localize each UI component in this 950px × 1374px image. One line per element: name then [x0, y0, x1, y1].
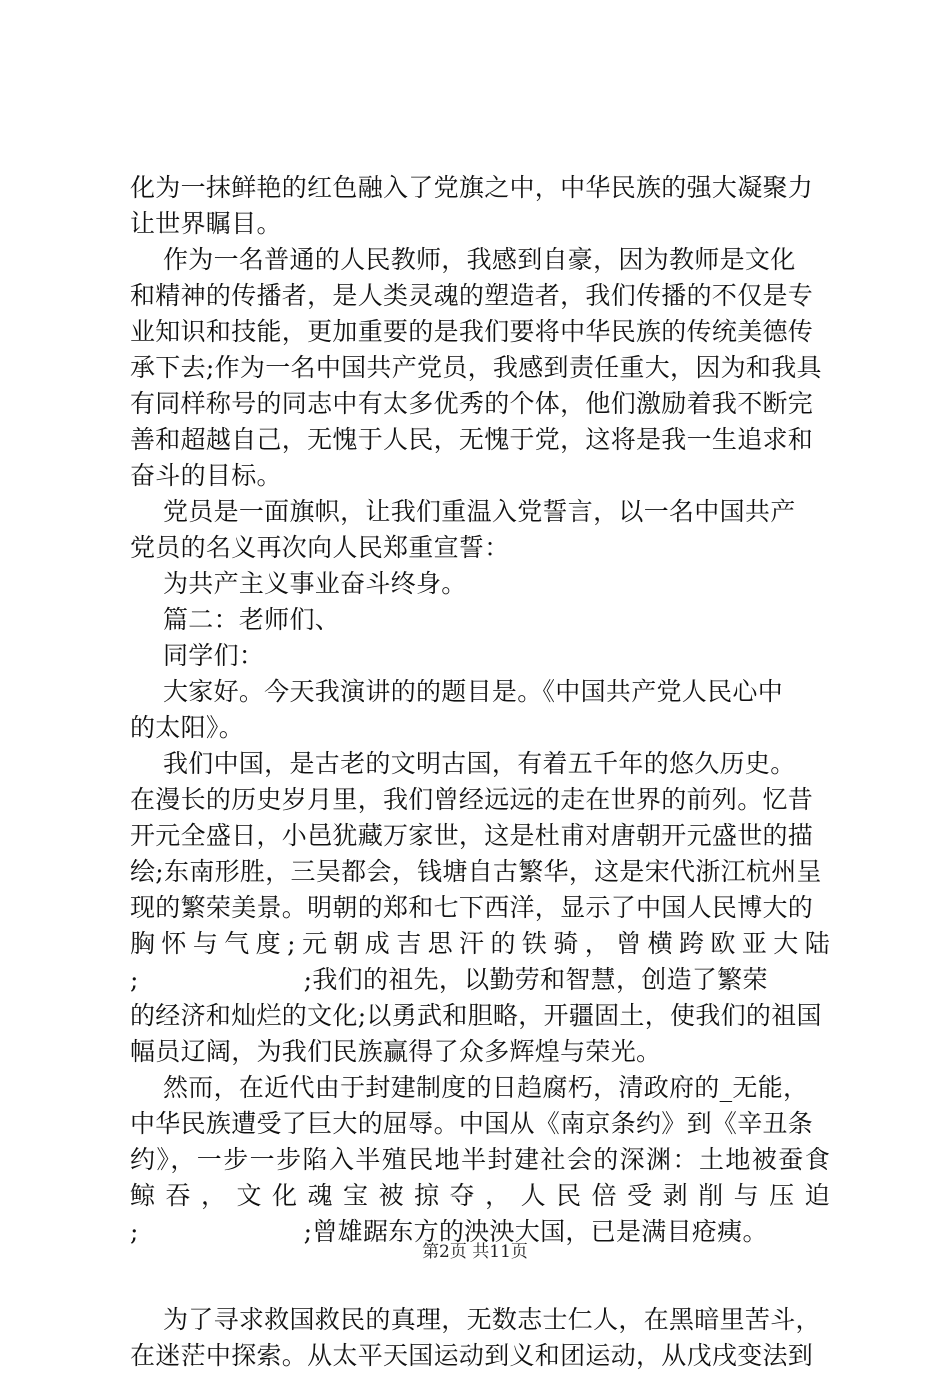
- text-line: 篇二：老师们、: [130, 605, 341, 634]
- text-line: 在漫长的历史岁月里，我们曾经远远的走在世界的前列。忆昔: [130, 785, 814, 814]
- text-line: 承下去;作为一名中国共产党员，我感到责任重大，因为和我具: [130, 353, 822, 382]
- text-line: 胸怀与气度;元朝成吉思汗的铁骑，曾横跨欧亚大陆: [130, 929, 830, 958]
- text-line: ; ;曾雄踞东方的泱泱大国，已是满目疮痍。: [130, 1217, 768, 1246]
- text-line: 化为一抹鲜艳的红色融入了党旗之中，中华民族的强大凝聚力: [130, 173, 814, 202]
- text-line: 开元全盛日，小邑犹藏万家世，这是杜甫对唐朝开元盛世的描: [130, 821, 814, 850]
- text-line: 有同样称号的同志中有太多优秀的个体，他们激励着我不断完: [130, 389, 814, 418]
- text-line: 党员的名义再次向人民郑重宣誓：: [130, 533, 510, 562]
- text-line: 约》，一步一步陷入半殖民地半封建社会的深渊：土地被蚕食: [130, 1145, 830, 1174]
- text-line: 党员是一面旗帜，让我们重温入党誓言，以一名中国共产: [130, 497, 796, 526]
- text-line: 鲸吞，文化魂宝被掠夺，人民倍受剥削与压迫: [130, 1181, 830, 1210]
- text-line: 奋斗的目标。: [130, 461, 282, 490]
- text-line: 我们中国，是古老的文明古国，有着五千年的悠久历史。: [130, 749, 796, 778]
- text-line: 中华民族遭受了巨大的屈辱。中国从《南京条约》到《辛丑条: [130, 1109, 814, 1138]
- text-line: 让世界瞩目。: [130, 209, 282, 238]
- text-line: 为共产主义事业奋斗终身。: [130, 569, 467, 598]
- text-line: 在迷茫中探索。从太平天国运动到义和团运动，从戊戌变法到: [130, 1341, 814, 1370]
- text-line: 现的繁荣美景。明朝的郑和七下西洋，显示了中国人民博大的: [130, 893, 814, 922]
- text-line: ; ;我们的祖先，以勤劳和智慧，创造了繁荣: [130, 965, 768, 994]
- text-line: 和精神的传播者，是人类灵魂的塑造者，我们传播的不仅是专: [130, 281, 814, 310]
- text-line: 为了寻求救国救民的真理，无数志士仁人，在黑暗里苦斗，: [130, 1305, 821, 1334]
- text-line: 幅员辽阔，为我们民族赢得了众多辉煌与荣光。: [130, 1037, 662, 1066]
- text-line: 业知识和技能，更加重要的是我们要将中华民族的传统美德传: [130, 317, 814, 346]
- page-footer: 第2页 共11页: [422, 1242, 528, 1262]
- text-line: 同学们：: [130, 641, 265, 670]
- text-line: 作为一名普通的人民教师，我感到自豪，因为教师是文化: [130, 245, 796, 274]
- text-line: 然而，在近代由于封建制度的日趋腐朽，清政府的_无能，: [130, 1073, 809, 1102]
- text-line: 绘;东南形胜，三吴都会，钱塘自古繁华，这是宋代浙江杭州呈: [130, 857, 822, 886]
- text-line: 的经济和灿烂的文化;以勇武和胆略，开疆固土，使我们的祖国: [130, 1001, 822, 1030]
- text-line: 善和超越自己，无愧于人民，无愧于党，这将是我一生追求和: [130, 425, 814, 454]
- text-line: 的太阳》。: [130, 713, 245, 742]
- text-line: 大家好。今天我演讲的的题目是。《中国共产党人民心中: [130, 677, 783, 706]
